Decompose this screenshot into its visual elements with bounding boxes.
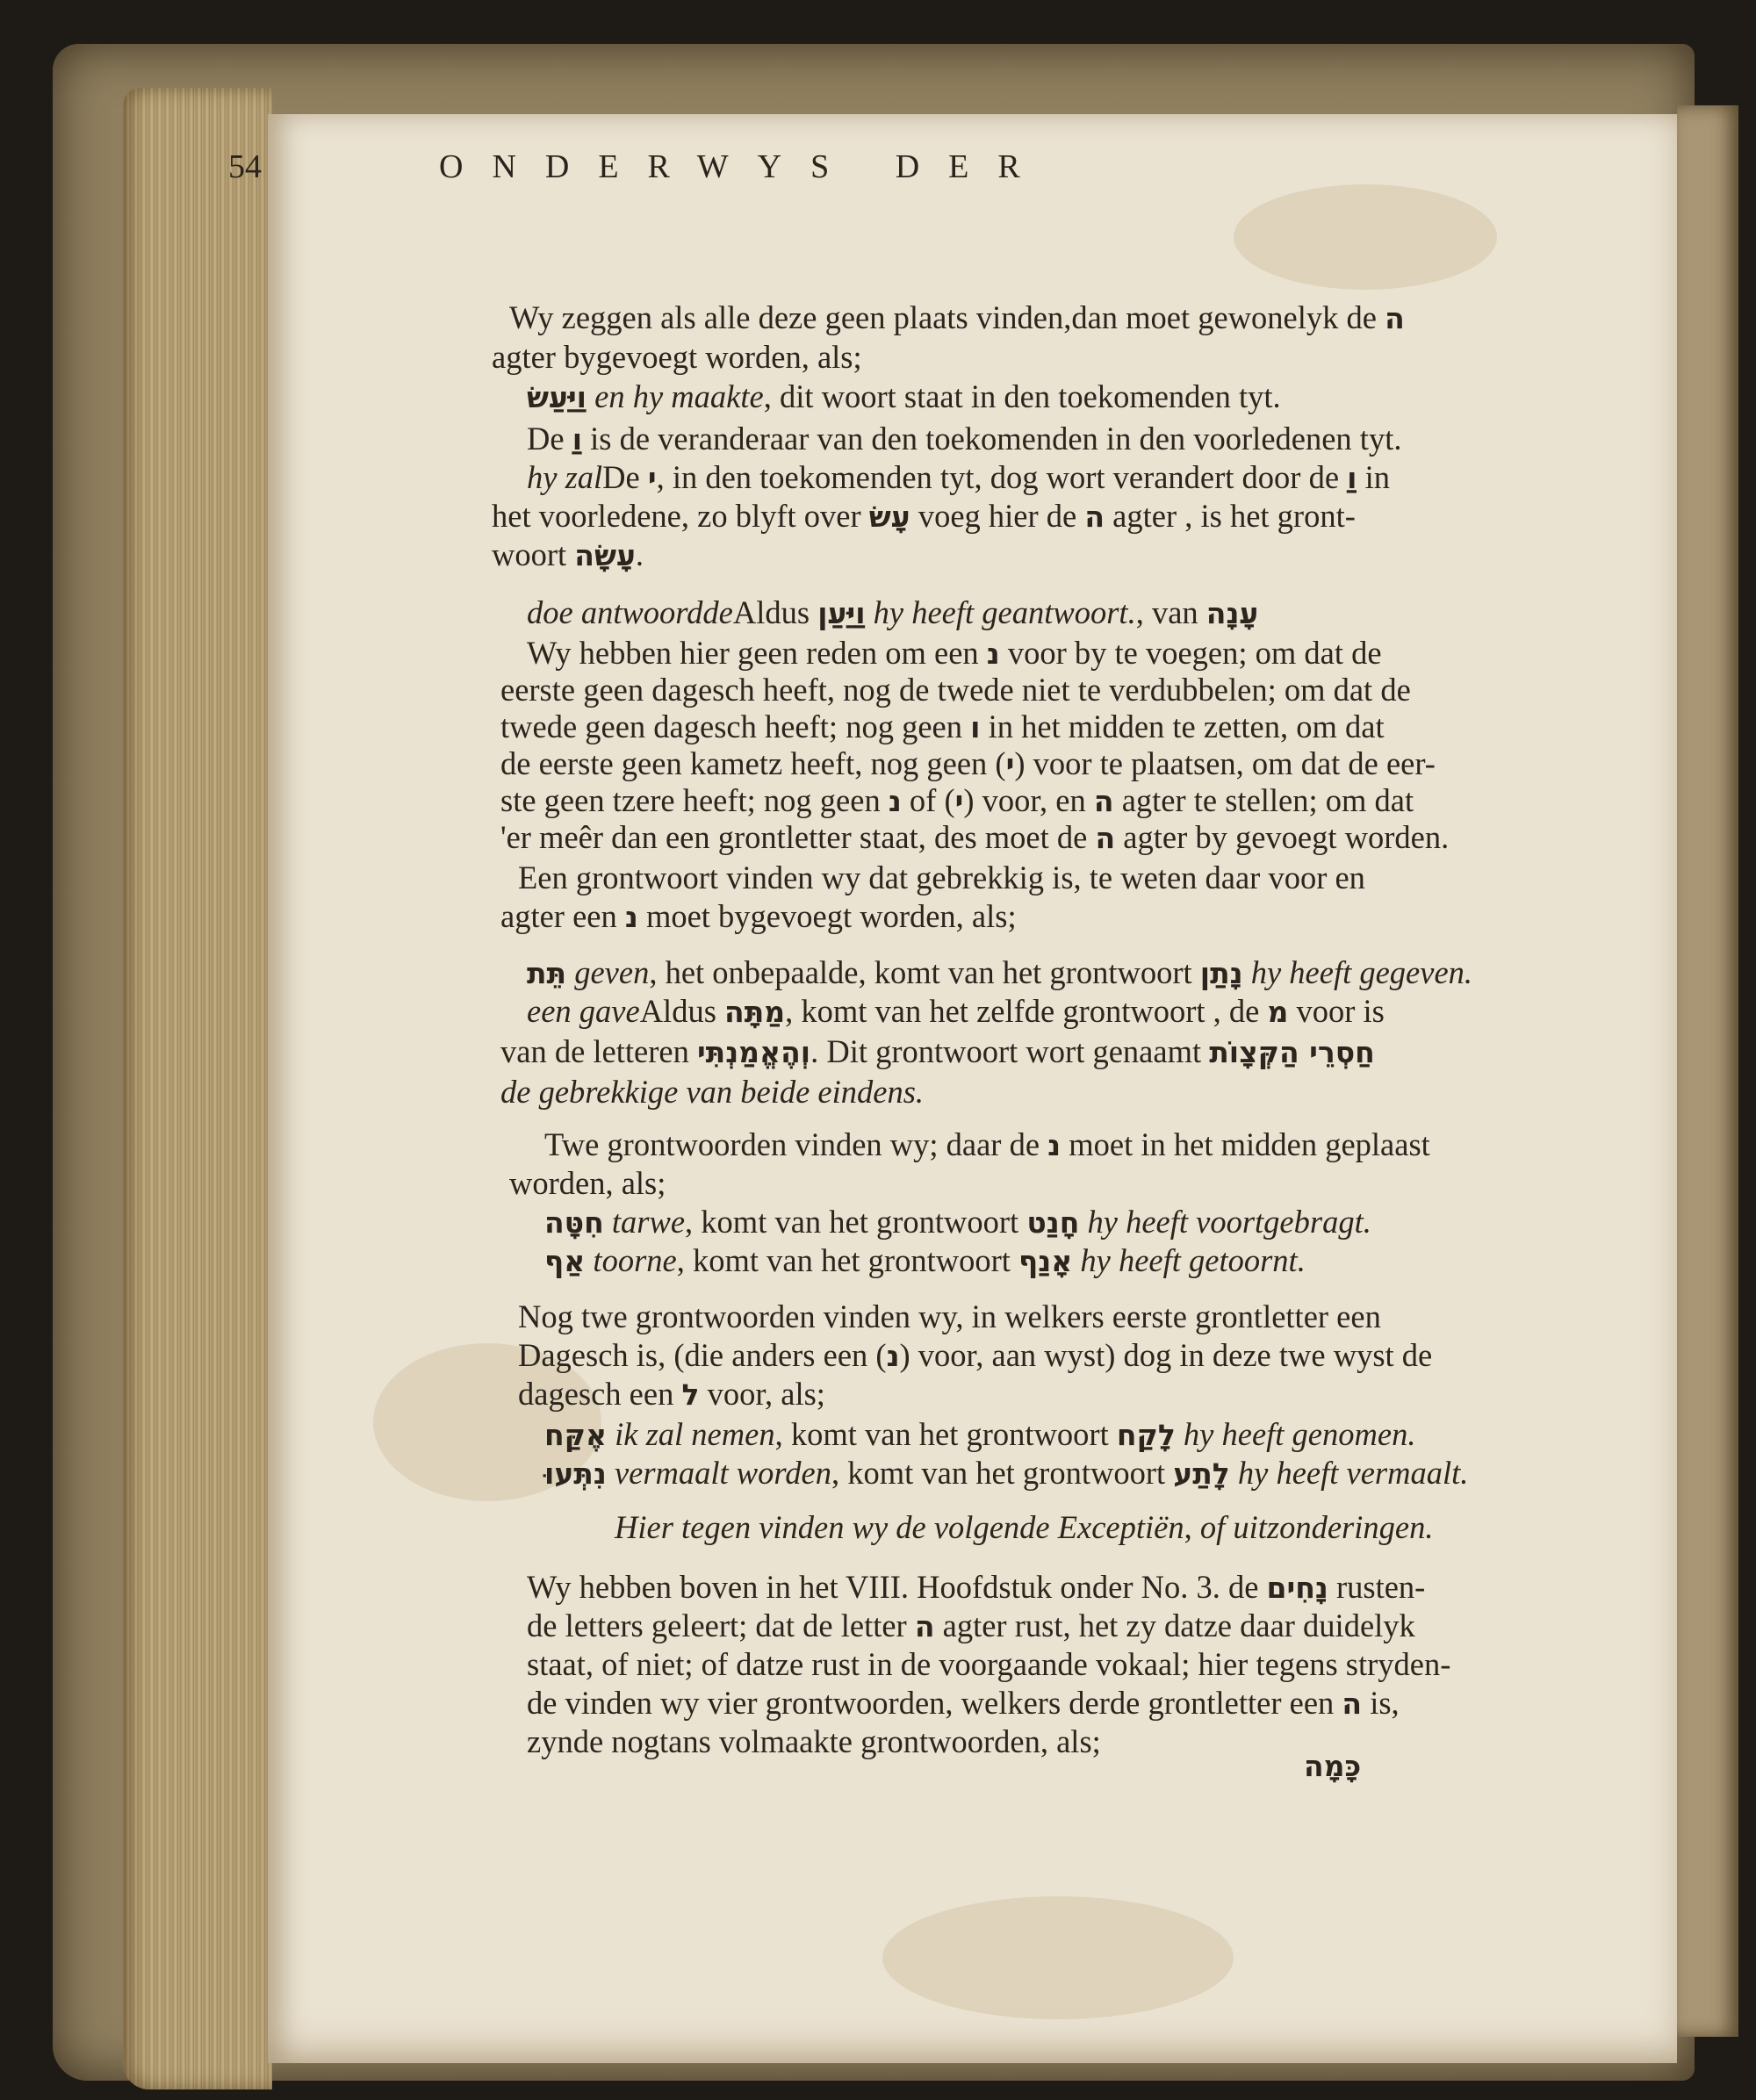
text-line <box>492 338 862 377</box>
text-span: Twe grontwoorden vinden wy; daar de <box>544 1126 1048 1162</box>
italic-gloss: hy zal <box>527 459 603 495</box>
hebrew-word: לָתַע <box>1173 1456 1230 1491</box>
hebrew-word: נ <box>986 636 1000 671</box>
text-span: dagesch een <box>518 1376 682 1412</box>
hebrew-word: נִתְּעוּ <box>544 1456 607 1491</box>
text-span: de letters geleert; dat de letter <box>527 1607 915 1643</box>
text-span: agter bygevoegt worden, als; <box>492 339 862 375</box>
text-span: , in den toekomenden tyt, dog wort verandert door de <box>656 459 1348 495</box>
text-span: 'er meêr dan een grontletter staat, des moet de <box>500 819 1096 855</box>
hebrew-word: נ <box>886 1339 900 1373</box>
text-line <box>527 1684 1400 1723</box>
hebrew-word: עָשָׂה <box>574 538 636 572</box>
text-span: voor by te voegen; om dat de <box>999 635 1382 671</box>
text-span: Dagesch is, (die anders een ( <box>518 1337 887 1373</box>
text-line <box>527 458 1390 498</box>
text-span: ste geen tzere heeft; nog geen <box>500 782 889 818</box>
text-line <box>527 1607 1415 1646</box>
hebrew-word: ה <box>1095 821 1116 855</box>
page-edges <box>123 88 272 2089</box>
text-span: in het midden te zetten, om dat <box>980 708 1385 744</box>
text-span: , dit woort staat in den toekomenden tyt. <box>763 378 1281 414</box>
hebrew-word: אָנַף <box>1018 1244 1073 1278</box>
text-span: . Dit grontwoort wort genaamt <box>810 1033 1210 1069</box>
hebrew-word: י <box>1005 747 1015 781</box>
text-span: , komt van het zelfde grontwoort , de <box>785 993 1268 1029</box>
text-span: voeg hier de <box>910 498 1085 534</box>
text-span: , het onbepaalde, komt van het grontwoort <box>649 954 1200 990</box>
text-line <box>527 378 1281 417</box>
hebrew-word: נָחִים <box>1266 1571 1328 1605</box>
text-span: is de veranderaar van den toekomenden in den voorledenen tyt. <box>582 421 1402 457</box>
text-span: agter een <box>500 898 625 934</box>
hebrew-word: ה <box>1093 784 1114 818</box>
italic-gloss: of uitzonderingen. <box>1199 1509 1434 1545</box>
italic-gloss: toorne <box>585 1242 677 1278</box>
text-line <box>500 818 1449 858</box>
hebrew-word: ה <box>914 1609 935 1643</box>
hebrew-word: וַ <box>1347 461 1357 495</box>
italic-gloss: vermaalt worden <box>606 1455 831 1491</box>
italic-gloss: geven <box>566 954 650 990</box>
text-span: de eerste geen kametz heeft, nog geen ( <box>500 745 1006 781</box>
text-line <box>500 708 1385 747</box>
text-line <box>544 1126 1430 1165</box>
text-span: woort <box>492 536 575 572</box>
text-line <box>518 859 1365 897</box>
italic-gloss: hy heeft gegeven. <box>1242 954 1473 990</box>
text-line <box>500 781 1414 821</box>
text-span: Aldus <box>639 993 725 1029</box>
text-span: Wy zeggen als alle deze geen plaats vinden,dan moet gewonelyk de <box>509 299 1385 335</box>
text-line <box>527 1722 1101 1761</box>
running-title: ONDERWYS DER <box>439 148 1049 185</box>
text-span: agter , is het gront- <box>1105 498 1356 534</box>
hebrew-word: תֵּת <box>527 956 567 990</box>
italic-gloss: hy heeft getoornt. <box>1072 1242 1306 1278</box>
text-span: voor is <box>1288 993 1385 1029</box>
hebrew-word: וְהֶאֱמַנְתִּי <box>696 1035 811 1069</box>
page-number: 54 <box>228 148 262 185</box>
text-span: twede geen dagesch heeft; nog geen <box>500 708 971 744</box>
hebrew-word: וַיַּעַן <box>817 596 866 630</box>
hebrew-word: וַיַּעַשׂ <box>527 380 587 414</box>
hebrew-word: י <box>647 461 657 495</box>
hebrew-word: לָקַח <box>1116 1418 1176 1452</box>
text-span: zynde nogtans volmaakte grontwoorden, als; <box>527 1723 1101 1759</box>
text-span: De <box>602 459 648 495</box>
text-line <box>492 497 1356 536</box>
hebrew-word: נ <box>888 784 902 818</box>
text-span: Aldus <box>732 594 818 630</box>
text-line <box>527 953 1472 993</box>
text-span: agter te stellen; om dat <box>1113 782 1414 818</box>
hebrew-word: חִטָּה <box>544 1205 604 1240</box>
text-span: . <box>635 536 644 572</box>
text-span: rusten- <box>1328 1569 1426 1605</box>
text-line <box>527 593 1258 633</box>
text-span: , komt van het grontwoort <box>676 1242 1018 1278</box>
text-span: Een grontwoort vinden wy dat gebrekkig is, te weten daar voor en <box>518 859 1365 895</box>
text-span: , <box>1184 1509 1200 1545</box>
hebrew-word: י <box>954 784 964 818</box>
text-line <box>527 420 1401 459</box>
text-line <box>527 1645 1450 1684</box>
text-span: van de letteren <box>500 1033 697 1069</box>
hebrew-word: נ <box>624 900 638 934</box>
text-span: Wy hebben hier geen reden om een <box>527 635 987 671</box>
hebrew-word: וַ <box>572 422 583 457</box>
hebrew-word: ו <box>970 710 981 744</box>
text-line <box>509 1164 666 1203</box>
text-span: voor, als; <box>699 1376 825 1412</box>
italic-gloss: doe antwoordde <box>527 594 733 630</box>
hebrew-word: ה <box>1084 500 1105 534</box>
italic-gloss: hy heeft geantwoort. <box>865 594 1136 630</box>
italic-gloss: een gave <box>527 993 640 1029</box>
text-line <box>500 1032 1375 1072</box>
text-line <box>615 1508 1433 1547</box>
text-span: , van <box>1135 594 1206 630</box>
hebrew-word: חַסְרֵי הַקְּצָוֹת <box>1209 1035 1375 1069</box>
italic-gloss: hy heeft genomen. <box>1175 1416 1416 1452</box>
text-span: ) voor te plaatsen, om dat de eer- <box>1014 745 1436 781</box>
hebrew-word: עָשׂ <box>868 500 910 534</box>
text-line <box>492 536 644 575</box>
text-span: , komt van het grontwoort <box>831 1455 1174 1491</box>
italic-gloss: en hy maakte <box>587 378 764 414</box>
text-line <box>518 1336 1432 1376</box>
italic-gloss: tarwe <box>603 1204 686 1240</box>
text-line <box>527 634 1382 673</box>
text-line <box>527 1568 1425 1607</box>
hebrew-word: ל <box>681 1377 700 1412</box>
hebrew-word: אַף <box>544 1244 586 1278</box>
text-span: , komt van het grontwoort <box>685 1204 1027 1240</box>
text-span: het voorledene, zo blyft over <box>492 498 869 534</box>
text-span: moet bygevoegt worden, als; <box>637 898 1017 934</box>
text-line <box>500 744 1436 784</box>
text-span: is, <box>1362 1685 1400 1721</box>
facing-page-edge <box>1677 105 1738 2037</box>
text-span: Nog twe grontwoorden vinden wy, in welkers eerste grontletter een <box>518 1298 1381 1334</box>
text-span: staat, of niet; of datze rust in de voorgaande vokaal; hier tegens stryden- <box>527 1646 1451 1682</box>
text-span: ) voor, aan wyst) dog in deze twe wyst de <box>899 1337 1433 1373</box>
text-span: ) voor, en <box>963 782 1094 818</box>
hebrew-word: אֶקַּח <box>544 1418 607 1452</box>
text-line <box>544 1454 1468 1493</box>
text-span: agter by gevoegt worden. <box>1115 819 1450 855</box>
hebrew-word: נָתַן <box>1199 956 1243 990</box>
hebrew-word: עָנָה <box>1205 596 1259 630</box>
text-line <box>544 1203 1371 1242</box>
text-line <box>544 1241 1306 1281</box>
text-line <box>500 671 1411 709</box>
text-span: de vinden wy vier grontwoorden, welkers derde grontletter een <box>527 1685 1342 1721</box>
italic-gloss: ik zal nemen <box>607 1416 775 1452</box>
text-line <box>518 1375 825 1414</box>
text-span: De <box>527 421 572 457</box>
text-span: worden, als; <box>509 1165 666 1201</box>
hebrew-word: מַתָּה <box>724 995 786 1029</box>
text-line <box>509 298 1405 338</box>
hebrew-word: חָנַט <box>1026 1205 1080 1240</box>
text-line <box>500 897 1017 937</box>
text-line <box>544 1415 1415 1455</box>
hebrew-word: ה <box>1385 301 1405 335</box>
hebrew-word: ה <box>1342 1686 1363 1721</box>
italic-gloss: hy heeft vermaalt. <box>1229 1455 1469 1491</box>
hebrew-word: מ <box>1267 995 1289 1029</box>
italic-gloss: Hier tegen vinden wy de volgende Exceptiën <box>615 1509 1184 1545</box>
italic-gloss: hy heeft voortgebragt. <box>1079 1204 1371 1240</box>
text-span: Wy hebben boven in het VIII. Hoofdstuk onder No. 3. de <box>527 1569 1267 1605</box>
hebrew-word: נ <box>1047 1128 1062 1162</box>
text-span: of ( <box>901 782 955 818</box>
text-span: eerste geen dagesch heeft, nog de twede niet te verdubbelen; om dat de <box>500 672 1411 708</box>
text-line <box>518 1298 1381 1336</box>
text-span: agter rust, het zy datze daar duidelyk <box>934 1607 1415 1643</box>
italic-gloss: de gebrekkige van beide eindens. <box>500 1074 925 1110</box>
text-span: in <box>1357 459 1391 495</box>
text-line <box>527 992 1385 1032</box>
catchword: כָּמָה <box>1304 1749 1362 1783</box>
text-span: moet in het midden geplaast <box>1061 1126 1430 1162</box>
text-line <box>500 1073 924 1111</box>
text-span: , komt van het grontwoort <box>774 1416 1117 1452</box>
